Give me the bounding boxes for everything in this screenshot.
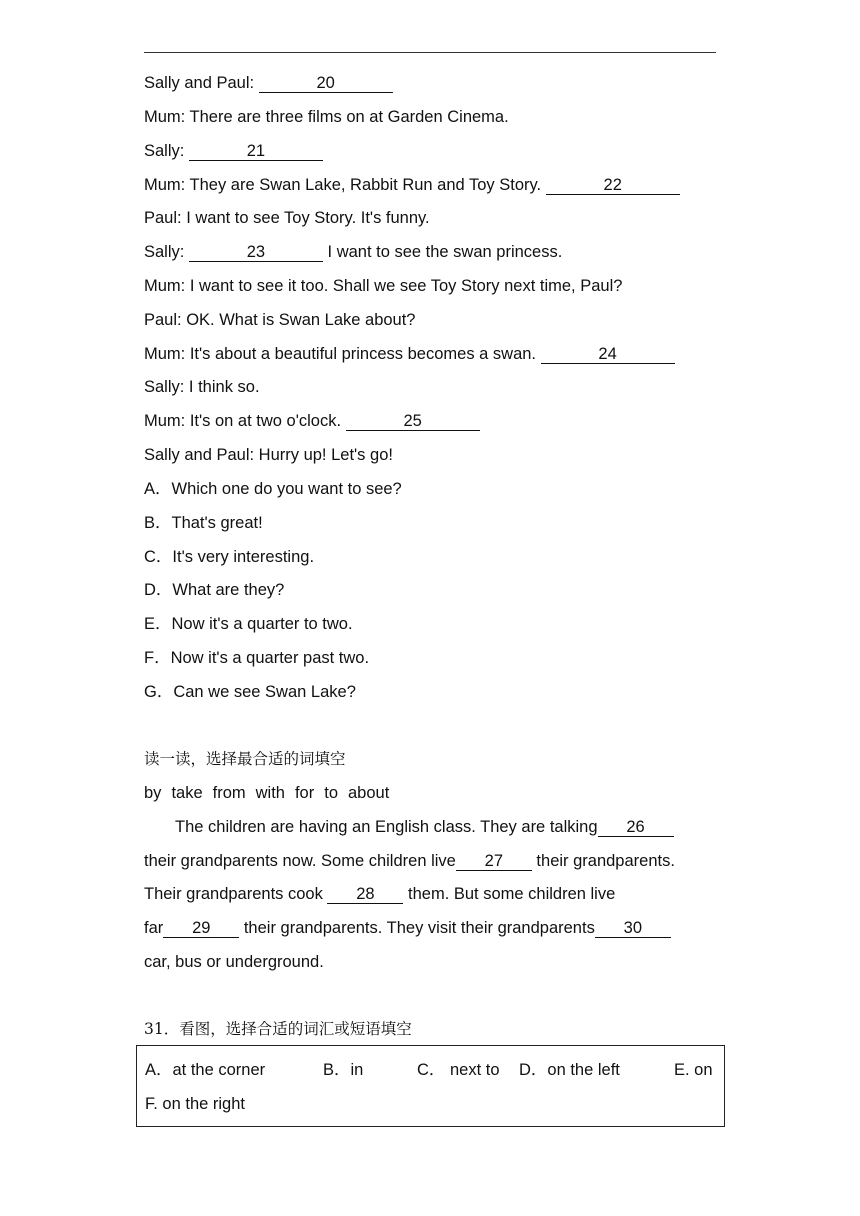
section3-heading: 31．看图，选择合适的词汇或短语填空 [144, 1020, 412, 1038]
passage-text: them. But some children live [403, 885, 616, 903]
answer-blank-22[interactable]: 22 [546, 176, 680, 195]
answer-blank-27[interactable]: 27 [456, 852, 532, 871]
dialogue-text: Mum: It's about a beautiful princess becomes a swan. [144, 345, 541, 363]
option-f: F．Now it's a quarter past two. [144, 649, 370, 667]
option-d: D．What are they? [144, 581, 285, 599]
box-option-a: A．at the corner [145, 1061, 266, 1079]
option-b: B．That's great! [144, 514, 263, 532]
answer-blank-20[interactable]: 20 [259, 74, 393, 93]
dialogue-line-5: Paul: I want to see Toy Story. It's funny. [144, 209, 430, 227]
passage-line-2 [144, 851, 675, 871]
box-option-b: B．in [323, 1061, 364, 1079]
answer-blank-30[interactable]: 30 [595, 919, 671, 938]
option-c: C．It's very interesting. [144, 548, 315, 566]
box-option-c: C． next to [417, 1061, 500, 1079]
word-bank-item: from [212, 784, 246, 802]
word-bank-item: take [171, 784, 203, 802]
word-bank-item: for [294, 784, 315, 802]
dialogue-line-9 [144, 344, 675, 364]
options-box [136, 1045, 725, 1127]
answer-blank-23[interactable]: 23 [189, 243, 323, 262]
dialogue-text: Mum: They are Swan Lake, Rabbit Run and Toy Story. [144, 176, 546, 194]
section2-heading: 读一读，选择最合适的词填空 [144, 750, 346, 768]
passage-line-4 [144, 918, 671, 938]
dialogue-line-7: Mum: I want to see it too. Shall we see Toy Story next time, Paul? [144, 277, 623, 295]
word-bank-item: about [348, 784, 390, 802]
passage-line-5: car, bus or underground. [144, 953, 324, 971]
dialogue-text: Mum: It's on at two o'clock. [144, 412, 346, 430]
dialogue-line-1 [144, 73, 393, 93]
option-g: G．Can we see Swan Lake? [144, 683, 356, 701]
dialogue-text: Sally: [144, 142, 189, 160]
word-bank [144, 783, 389, 803]
word-bank-item: to [324, 784, 338, 802]
answer-blank-28[interactable]: 28 [327, 885, 403, 904]
passage-text: their grandparents. [531, 852, 675, 870]
answer-blank-29[interactable]: 29 [163, 919, 239, 938]
passage-text: far [144, 919, 164, 937]
answer-blank-25[interactable]: 25 [346, 412, 480, 431]
passage-text: Their grandparents cook [144, 885, 328, 903]
dialogue-text: Sally: [144, 243, 189, 261]
dialogue-line-12: Sally and Paul: Hurry up! Let's go! [144, 446, 393, 464]
box-option-d: D．on the left [519, 1061, 620, 1079]
passage-line-3 [144, 884, 615, 904]
dialogue-line-11 [144, 411, 480, 431]
dialogue-line-6 [144, 242, 562, 262]
answer-blank-26[interactable]: 26 [598, 818, 674, 837]
header-rule [144, 52, 716, 53]
dialogue-line-2: Mum: There are three films on at Garden Cinema. [144, 108, 509, 126]
passage-text: their grandparents now. Some children live [144, 852, 456, 870]
box-option-e: E. on [674, 1061, 713, 1079]
box-option-f: F. on the right [145, 1095, 245, 1113]
dialogue-line-8: Paul: OK. What is Swan Lake about? [144, 311, 416, 329]
option-a: A．Which one do you want to see? [144, 480, 402, 498]
dialogue-line-10: Sally: I think so. [144, 378, 260, 396]
option-e: E．Now it's a quarter to two. [144, 615, 353, 633]
answer-blank-21[interactable]: 21 [189, 142, 323, 161]
answer-blank-24[interactable]: 24 [541, 345, 675, 364]
passage-line-1 [175, 817, 674, 837]
passage-text: their grandparents. They visit their grandparents [239, 919, 595, 937]
passage-text: The children are having an English class. They are talking [175, 818, 598, 836]
dialogue-line-3 [144, 141, 323, 161]
dialogue-line-4 [144, 175, 680, 195]
dialogue-text: I want to see the swan princess. [322, 243, 563, 261]
word-bank-item: by [144, 784, 162, 802]
word-bank-item: with [255, 784, 285, 802]
dialogue-text: Sally and Paul: [144, 74, 259, 92]
